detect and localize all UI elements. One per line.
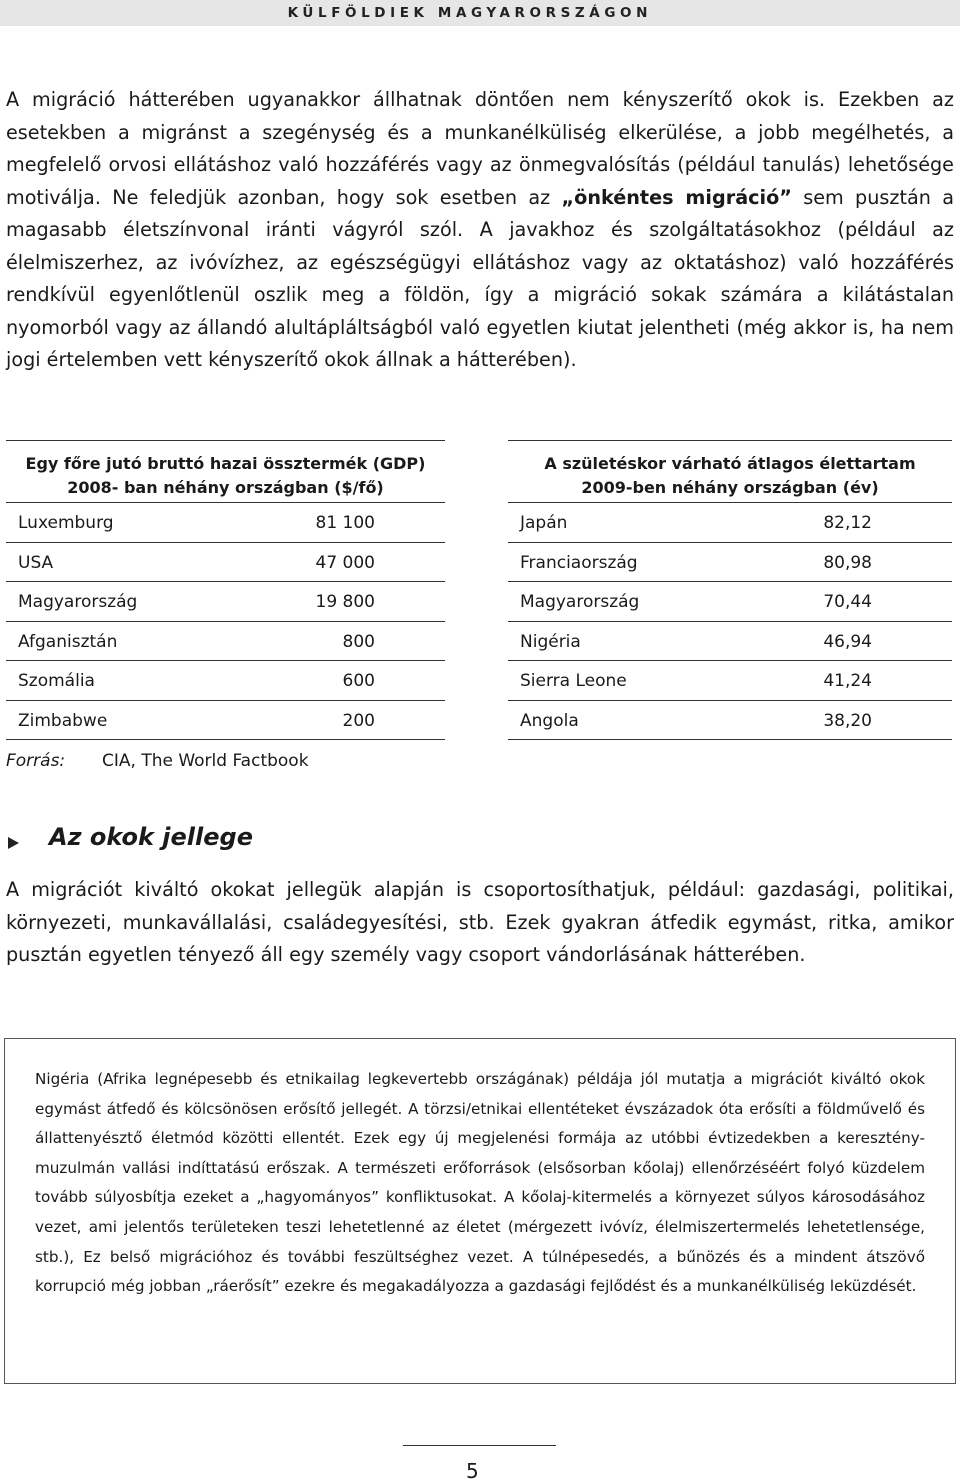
gdp-value: 600 [342,671,375,691]
country-name: Luxemburg [18,513,114,533]
running-header [0,0,960,26]
footer-divider [403,1445,556,1446]
life-value: 80,98 [823,552,872,573]
intro-paragraph [6,84,954,377]
table-row [508,661,952,701]
gdp-value: 800 [342,631,375,652]
life-value: 82,12 [823,513,872,533]
gdp-value: 200 [342,710,375,731]
country-name: Magyarország [18,592,138,612]
table-row [6,622,445,662]
country-name: Nigéria [520,631,581,652]
country-name: Japán [520,513,568,533]
country-name: Magyarország [520,592,640,612]
table-row [508,701,952,741]
table-row [508,503,952,543]
country-name: Afganisztán [18,631,118,652]
table-row [6,661,445,701]
gdp-title-line1: Egy főre jutó bruttó hazai össztermék (GDP) [25,454,426,473]
gdp-title-line2: 2008- ban néhány országban ($/fő) [67,478,384,497]
country-name: Sierra Leone [520,671,627,691]
life-table-title [508,440,952,503]
life-title-line1: A születéskor várható átlagos élettartam [544,454,916,473]
gdp-value: 47 000 [315,552,375,573]
country-name: Angola [520,710,579,731]
section-title: Az okok jellege [49,823,253,851]
gdp-table [6,440,445,740]
table-row [508,582,952,622]
table-row [6,503,445,543]
table-row [508,543,952,583]
table-row [508,622,952,662]
life-value: 46,94 [823,631,872,652]
page-number: 5 [466,1459,479,1483]
life-value: 41,24 [823,671,872,691]
intro-text-start: A migráció hátterében ugyanakkor állhatnak döntően nem kényszerítő okok is. Ezekben az esetekben a migránst a szegénység és a munkanélküliség elkerülése, a jobb megélhetés, a megfelelő orvosi ellátáshoz való hozzáférés vagy az önmegvalósítás (például tanulás) lehetősége motiválja. Ne feledjük azonban, hogy sok esetben az [6,88,954,209]
life-title-line2: 2009-ben néhány országban (év) [581,478,879,497]
life-value: 38,20 [823,710,872,731]
intro-bold-term: „önkéntes migráció” [561,185,792,209]
life-value: 70,44 [823,592,872,612]
source-note [6,751,309,771]
section-paragraph: A migrációt kiváltó okokat jellegük alapján is csoportosíthatjuk, például: gazdasági, politikai, környezeti, munkavállalási, családegyesítési, stb. Ezek gyakran átfedik egymást, ritka, amikor pusztán egyetlen tényező áll egy személy vagy csoport vándorlásának hátterében. [6,878,954,966]
life-expectancy-table [508,440,952,740]
running-title: KÜLFÖLDIEK MAGYARORSZÁGON [287,5,652,21]
intro-text-end: sem pusztán a magasabb életszínvonal iránti vágyról szól. A javakhoz és szolgáltatásokhoz (például az élelmiszerhez, az ivóvízhez, az egészségügyi ellátáshoz vagy az oktatáshoz) való hozzáférés rendkívül egyenlőtlenül oszlik meg a földön, így a migráció sokak számára a kilátástalan nyomorból vagy az állandó alultápláltságból való egyetlen kiutat jelentheti (még akkor is, ha nem jogi értelemben vett kényszerítő okok állnak a hátterében). [6,185,954,371]
gdp-table-title [6,440,445,503]
nigeria-example-box [4,1038,956,1384]
box-text: Nigéria (Afrika legnépesebb és etnikailag legkevertebb országának) példája jól mutatja a migrációt kiváltó okok egymást átfedő és kölcsönösen erősítő jellegét. A törzsi/etnikai ellentéteket évszázadok óta erősíti a földművelő és állattenyésztő életmód közötti ellentét. Ezek egy új megjelenési formája az utóbbi évtizedekben a keresztény-muzulmán vallási indíttatású erőszak. A természeti erőforrások (elsősorban kőolaj) ellenőrzéséért folyó küzdelem tovább súlyosbítja ezeket a „hagyományos” konfliktusokat. A kőolaj-kitermelés a környezet súlyos károsodásához vezet, ami jelentős területeken teszi lehetetlenné az életet (mérgezett ivóvíz, élelmiszertermelés lehetetlensége, stb.), Ez belső migrációhoz és további feszültséghez vezet. A túlnépesedés, a bűnözés és a mindent átszövő korrupció még jobban „ráerősít” ezekre és megakadályozza a gazdasági fejlődést és a munkanélküliség leküzdését. [35,1070,925,1296]
country-name: Zimbabwe [18,710,108,731]
gdp-value: 81 100 [315,513,375,533]
triangle-bullet-icon [8,837,19,849]
source-text: CIA, The World Factbook [102,751,309,771]
table-row [6,582,445,622]
country-name: USA [18,552,54,573]
source-label: Forrás: [6,751,66,771]
table-row [6,701,445,741]
gdp-value: 19 800 [315,592,375,612]
country-name: Franciaország [520,552,638,573]
table-row [6,543,445,583]
country-name: Szomália [18,671,95,691]
